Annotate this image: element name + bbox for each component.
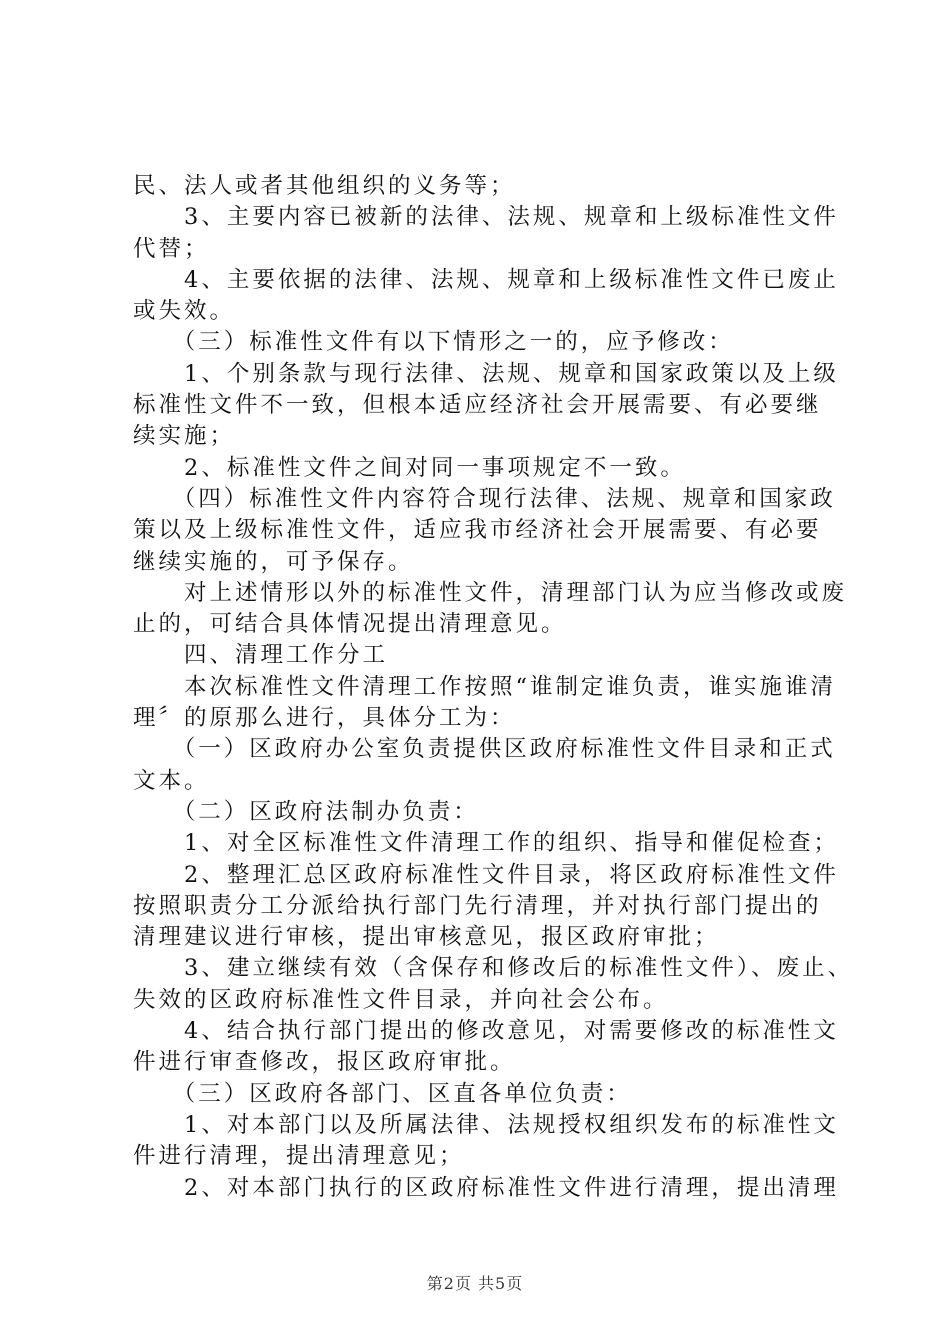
text-line-24: 按照职责分工分派给执行部门先行清理，并对执行部门提出的 xyxy=(133,892,822,919)
text-line-12: 策以及上级标准性文件，适应我市经济社会开展需要、有必要 xyxy=(133,517,822,544)
text-line-16: 四、清理工作分工 xyxy=(133,642,389,669)
text-line-28: 4、结合执行部门提出的修改意见，对需要修改的标准性文 xyxy=(133,1018,839,1045)
text-line-32: 件进行清理，提出清理意见； xyxy=(133,1143,465,1170)
text-line-4: 4、主要依据的法律、法规、规章和上级标准性文件已废止 xyxy=(133,266,839,293)
text-line-2: 3、主要内容已被新的法律、法规、规章和上级标准性文件 xyxy=(133,204,839,231)
text-line-8: 标准性文件不一致，但根本适应经济社会开展需要、有必要继 xyxy=(133,392,822,419)
text-line-5: 或失效。 xyxy=(133,298,236,325)
text-line-11: （四）标准性文件内容符合现行法律、法规、规章和国家政 xyxy=(133,485,836,512)
text-line-26: 3、建立继续有效（含保存和修改后的标准性文件）、废止、 xyxy=(133,955,854,982)
text-line-1: 民、法人或者其他组织的义务等； xyxy=(133,173,516,199)
text-line-27: 失效的区政府标准性文件目录，并向社会公布。 xyxy=(133,986,669,1013)
text-line-3: 代替； xyxy=(133,235,210,262)
text-line-17: 本次标准性文件清理工作按照“谁制定谁负责，谁实施谁清 xyxy=(133,673,837,700)
text-line-23: 2、整理汇总区政府标准性文件目录，将区政府标准性文件 xyxy=(133,861,839,888)
text-line-25: 清理建议进行审核，提出审核意见，报区政府审批； xyxy=(133,924,720,951)
text-line-29: 件进行审查修改，报区政府审批。 xyxy=(133,1049,516,1076)
text-line-14: 对上述情形以外的标准性文件，清理部门认为应当修改或废 xyxy=(133,579,848,606)
text-line-20: 文本。 xyxy=(133,767,210,794)
text-line-6: （三）标准性文件有以下情形之一的，应予修改： xyxy=(133,329,734,356)
text-line-19: （一）区政府办公室负责提供区政府标准性文件目录和正式 xyxy=(133,736,836,763)
text-line-9: 续实施； xyxy=(133,423,236,450)
text-line-30: （三）区政府各部门、区直各单位负责： xyxy=(133,1080,632,1107)
text-line-31: 1、对本部门以及所属法律、法规授权组织发布的标准性文 xyxy=(133,1111,839,1138)
document-body xyxy=(133,171,854,1204)
text-line-7: 1、个别条款与现行法律、法规、规章和国家政策以及上级 xyxy=(133,360,839,387)
text-line-21: （二）区政府法制办负责： xyxy=(133,798,479,825)
text-line-10: 2、标准性文件之间对同一事项规定不一致。 xyxy=(133,454,686,481)
text-line-22: 1、对全区标准性文件清理工作的组织、指导和催促检查； xyxy=(133,830,839,857)
text-line-18: 理〞的原那么进行，具体分工为： xyxy=(133,705,516,732)
page-number-footer: 第2页 共5页 xyxy=(426,1274,524,1293)
text-line-15: 止的，可结合具体情况提出清理意见。 xyxy=(133,611,567,638)
text-line-33: 2、对本部门执行的区政府标准性文件进行清理，提出清理 xyxy=(133,1174,839,1201)
text-line-13: 继续实施的，可予保存。 xyxy=(133,548,414,575)
